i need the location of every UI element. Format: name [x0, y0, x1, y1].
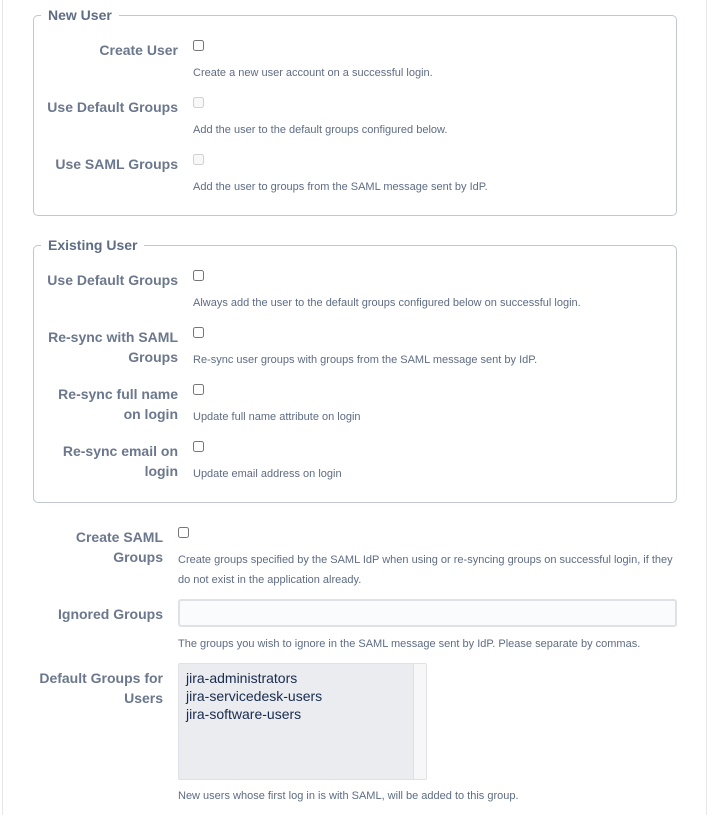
existing-user-default-groups-checkbox[interactable]	[193, 270, 204, 281]
create-saml-groups-checkbox[interactable]	[178, 527, 189, 538]
existing-user-default-groups-description: Always add the user to the default groups configured below on successful login.	[193, 297, 581, 309]
new-user-default-groups-label: Use Default Groups	[47, 99, 178, 115]
default-groups-label-line1: Default Groups for	[39, 670, 163, 686]
resync-email-checkbox[interactable]	[193, 441, 204, 452]
new-user-default-groups-description: Add the user to the default groups configured below.	[193, 124, 448, 136]
use-saml-groups-checkbox	[193, 154, 204, 165]
resync-saml-label-line1: Re-sync with SAML	[48, 329, 178, 345]
resync-fullname-description: Update full name attribute on login	[193, 411, 361, 423]
new-user-default-groups-checkbox	[193, 97, 204, 108]
ignored-groups-input[interactable]	[178, 599, 677, 627]
resync-email-description: Update email address on login	[193, 468, 342, 480]
resync-email-label-line2: login	[144, 463, 178, 479]
resync-saml-label-line2: Groups	[128, 349, 178, 365]
existing-user-legend: Existing User	[41, 236, 144, 254]
create-saml-groups-description-line2: do not exist in the application already.	[178, 574, 362, 586]
default-group-option[interactable]: jira-administrators	[186, 670, 298, 686]
existing-user-default-groups-label: Use Default Groups	[47, 272, 178, 288]
create-saml-groups-description-line1: Create groups specified by the SAML IdP when using or re-syncing groups on successful login, if they	[178, 554, 673, 566]
create-saml-groups-label-line1: Create SAML	[75, 529, 163, 545]
create-user-label: Create User	[99, 42, 178, 58]
default-groups-label-line2: Users	[124, 690, 163, 706]
use-saml-groups-description: Add the user to groups from the SAML message sent by IdP.	[193, 181, 488, 193]
page-border-right	[706, 0, 707, 815]
create-saml-groups-label-line2: Groups	[113, 549, 163, 565]
resync-email-label-line1: Re-sync email on	[62, 443, 178, 459]
use-saml-groups-label: Use SAML Groups	[55, 156, 178, 172]
resync-fullname-checkbox[interactable]	[193, 384, 204, 395]
resync-fullname-label-line2: on login	[123, 406, 178, 422]
new-user-legend: New User	[41, 6, 119, 24]
resync-saml-checkbox[interactable]	[193, 327, 204, 338]
resync-saml-description: Re-sync user groups with groups from the SAML message sent by IdP.	[193, 354, 538, 366]
ignored-groups-description: The groups you wish to ignore in the SAML message sent by IdP. Please separate by commas.	[178, 638, 641, 650]
default-groups-description: New users whose first log in is with SAML, will be added to this group.	[178, 790, 519, 802]
default-groups-select[interactable]	[178, 663, 427, 780]
default-group-option[interactable]: jira-software-users	[186, 706, 302, 722]
select-scrollbar[interactable]	[413, 664, 426, 779]
ignored-groups-label: Ignored Groups	[58, 606, 163, 622]
create-user-checkbox[interactable]	[193, 40, 204, 51]
page-border-left	[2, 0, 3, 815]
default-group-option[interactable]: jira-servicedesk-users	[186, 688, 323, 704]
create-user-description: Create a new user account on a successful login.	[193, 67, 433, 79]
resync-fullname-label-line1: Re-sync full name	[58, 386, 178, 402]
